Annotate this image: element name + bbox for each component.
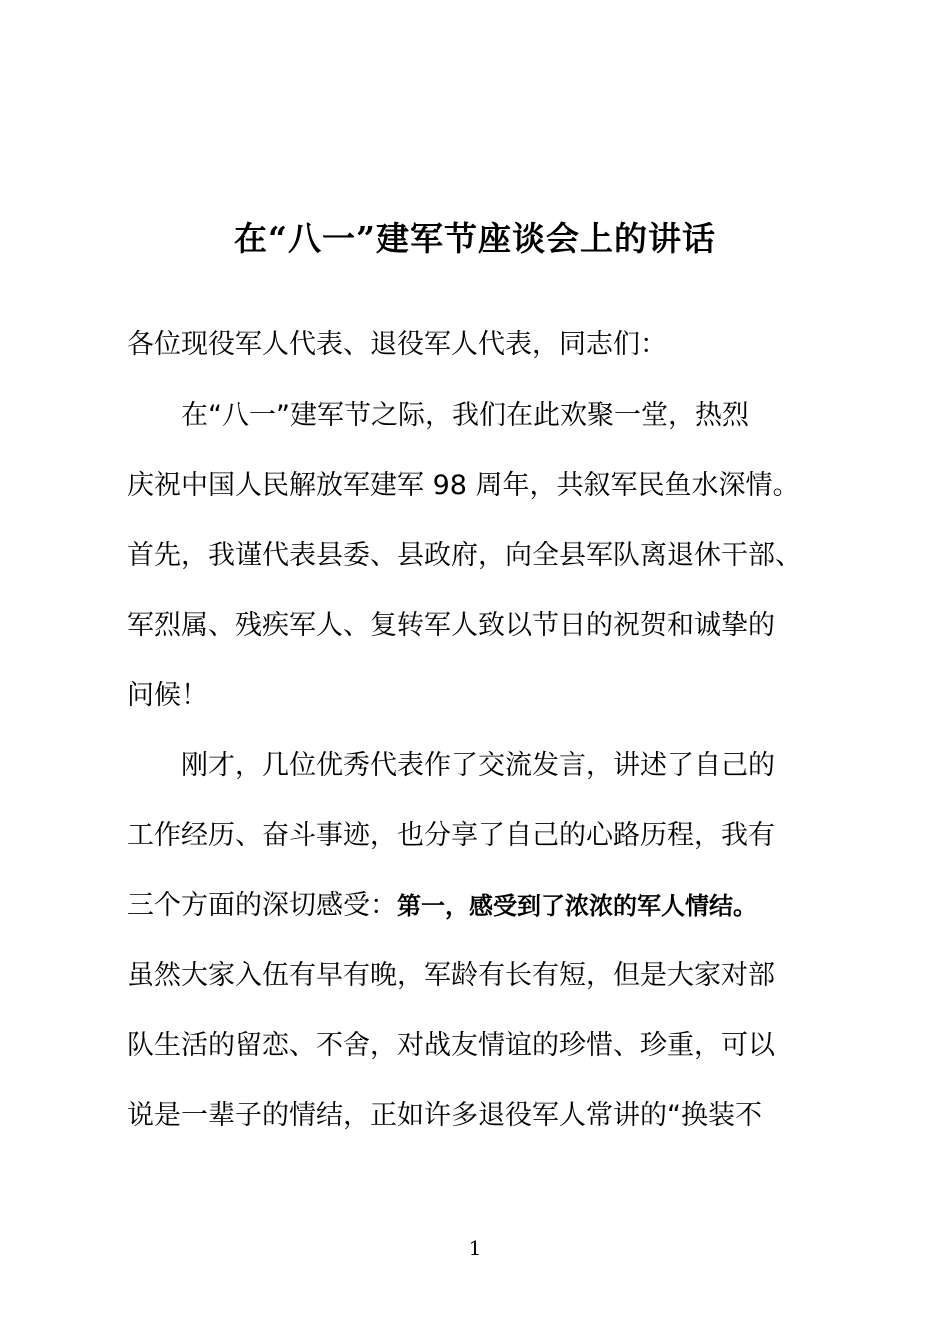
emphasis-heading: 第一，感受到了浓浓的军人情结。 xyxy=(397,891,757,920)
paragraph-line: 首先，我谨代表县委、县政府，向全县军队离退休干部、 xyxy=(127,540,802,571)
paragraph-line: 队生活的留恋、不舍，对战友情谊的珍惜、珍重，可以 xyxy=(127,1030,775,1061)
paragraph-line: 军烈属、残疾军人、复转军人致以节日的祝贺和诚挚的 xyxy=(127,610,775,641)
paragraph-line: 说是一辈子的情结，正如许多退役军人常讲的“换装不 xyxy=(127,1100,762,1131)
document-title: 在“八一”建军节座谈会上的讲话 xyxy=(234,219,716,258)
paragraph-text: 三个方面的深切感受： xyxy=(127,890,397,921)
paragraph-line: 刚才，几位优秀代表作了交流发言，讲述了自己的 xyxy=(181,750,775,781)
salutation: 各位现役军人代表、退役军人代表，同志们： xyxy=(127,329,667,360)
paragraph-line: 工作经历、奋斗事迹，也分享了自己的心路历程，我有 xyxy=(127,820,775,851)
paragraph-line: 在“八一”建军节之际，我们在此欢聚一堂，热烈 xyxy=(181,400,749,431)
page-number: 1 xyxy=(468,1236,482,1260)
paragraph-line: 问候！ xyxy=(127,680,208,711)
paragraph-line: 虽然大家入伍有早有晚，军龄有长有短，但是大家对部 xyxy=(127,960,775,991)
paragraph-line-mixed xyxy=(127,886,757,926)
paragraph-line: 庆祝中国人民解放军建军 98 周年，共叙军民鱼水深情。 xyxy=(127,470,800,501)
